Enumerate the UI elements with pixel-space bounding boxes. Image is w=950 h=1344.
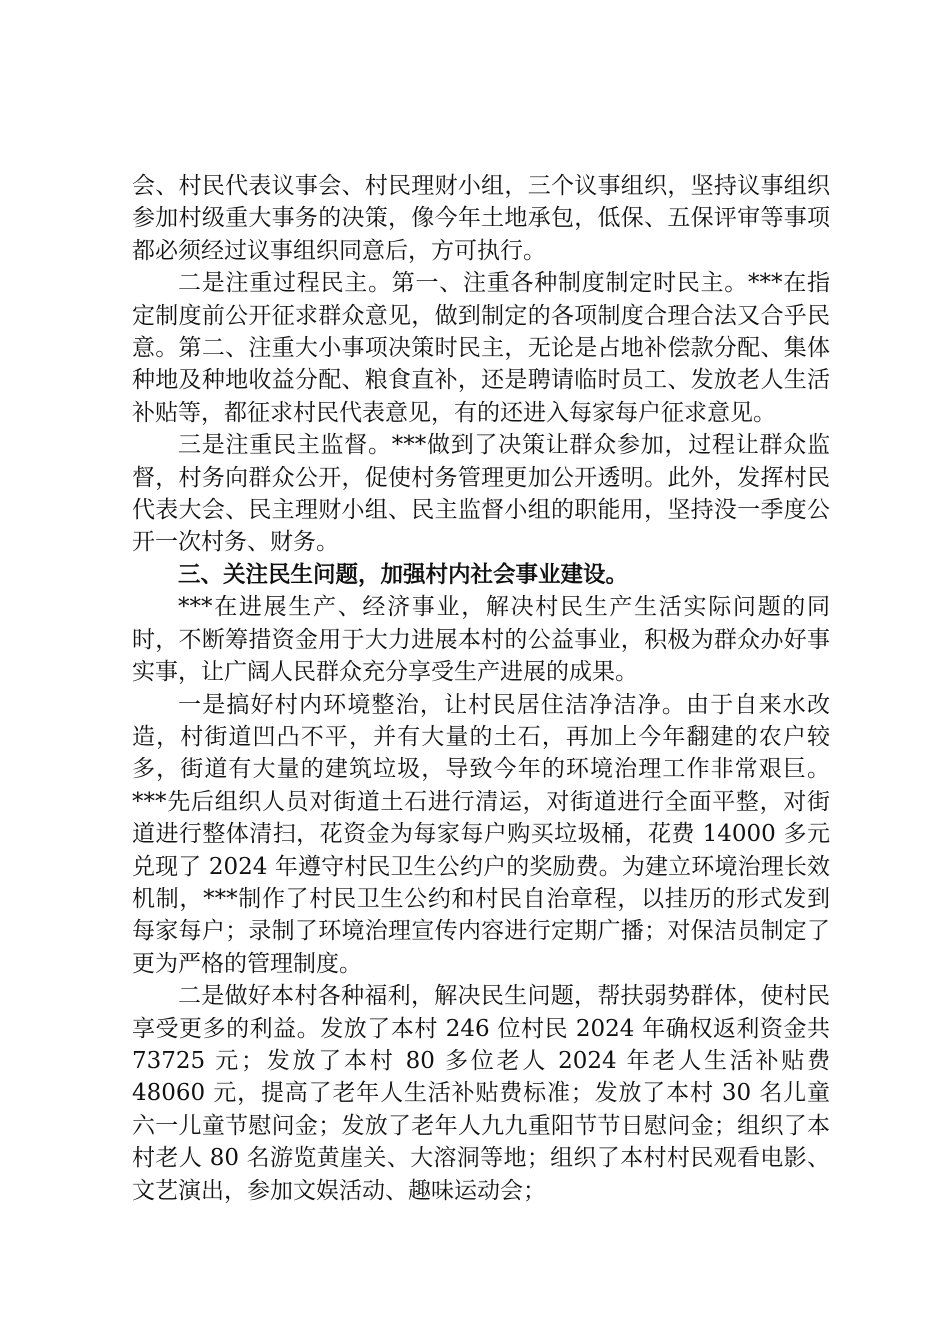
paragraph-process-democracy: 二是注重过程民主。第一、注重各种制度制定时民主。***在指定制度前公开征求群众意见，做到制定的各项制度合理合法又合乎民意。第二、注重大小事项决策时民主，无论是占地补偿款分配、集体种地及种地收益分配、粮食直补，还是聘请临时员工、发放老人生活补贴等，都征求村民代表意见，有的还进入每家每户征求意见。 xyxy=(132,270,830,426)
paragraph-welfare-benefits: 二是做好本村各种福利，解决民生问题，帮扶弱势群体，使村民享受更多的利益。发放了本村 246 位村民 2024 年确权返利资金共 73725 元；发放了本村 80 多位老人 2024 年老人生活补贴费 48060 元，提高了老年人生活补贴费标准；发放了本村 30 名儿童六一儿童节慰问金；发放了老年人九九重阳节节日慰问金；组织了本村老人 80 名游览黄崖关、大溶洞等地；组织了本村村民观看电影、文艺演出，参加文娱活动、趣味运动会； xyxy=(132,983,830,1204)
section-heading: 三、关注民生问题，加强村内社会事业建设。 xyxy=(178,561,629,588)
paragraph-democratic-supervision: 三是注重民主监督。***做到了决策让群众参加，过程让群众监督，村务向群众公开，促使村务管理更加公开透明。此外，发挥村民代表大会、民主理财小组、民主监督小组的职能用，坚持没一季度公开一次村务、财务。 xyxy=(132,432,830,556)
paragraph-continuation: 会、村民代表议事会、村民理财小组，三个议事组织，坚持议事组织参加村级重大事务的决策，像今年土地承包，低保、五保评审等事项都必须经过议事组织同意后，方可执行。 xyxy=(132,173,830,264)
paragraph-public-welfare: ***在进展生产、经济事业，解决村民生产生活实际问题的同时，不断筹措资金用于大力进展本村的公益事业，积极为群众办好事实事，让广阔人民群众充分享受生产进展的成果。 xyxy=(132,594,830,686)
document-page xyxy=(132,170,830,1207)
paragraph-environment: 一是搞好村内环境整治，让村民居住洁净洁净。由于自来水改造，村街道凹凸不平，并有大量的土石，再加上今年翻建的农户较多，街道有大量的建筑垃圾，导致今年的环境治理工作非常艰巨。***先后组织人员对街道土石进行清运，对街道进行全面平整，对街道进行整体清扫，花资金为每家每户购买垃圾桶，花费 14000 多元兑现了 2024 年遵守村民卫生公约户的奖励费。为建立环境治理长效机制，***制作了村民卫生公约和村民自治章程，以挂历的形式发到每家每户；录制了环境治理宣传内容进行定期广播；对保洁员制定了更为严格的管理制度。 xyxy=(132,691,830,977)
